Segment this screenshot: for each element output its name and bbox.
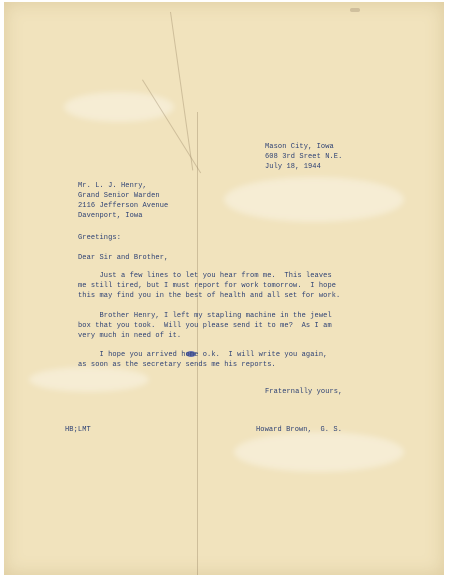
recipient-city: Davenport, Iowa [78, 212, 143, 220]
letter-date: July 18, 1944 [265, 163, 321, 171]
typist-initials: HB;LMT [65, 426, 91, 434]
paragraph-1-line-3: this may find you in the best of health and all set for work. [78, 292, 341, 300]
letter-page [4, 2, 444, 575]
signature: Howard Brown, G. S. [256, 426, 343, 434]
paragraph-2-line-2: box that you took. Will you please send it to me? As I am [78, 322, 332, 330]
fold-line [170, 12, 193, 171]
paragraph-3-line-1: I hope you arrived home o.k. I will write you again, [78, 351, 328, 359]
closing: Fraternally yours, [265, 388, 343, 396]
paragraph-2-line-3: very much in need of it. [78, 332, 182, 340]
salutation: Dear Sir and Brother, [78, 254, 169, 262]
paragraph-1-line-1: Just a few lines to let you hear from me. This leaves [78, 272, 332, 280]
paragraph-1-line-2: me still tired, but I must report for work tomorrow. I hope [78, 282, 337, 290]
paragraph-2-line-1: Brother Henry, I left my stapling machine in the jewel [78, 312, 332, 320]
recipient-name: Mr. L. J. Henry, [78, 182, 147, 190]
recipient-street: 2116 Jefferson Avenue [78, 202, 169, 210]
fold-line [142, 79, 201, 173]
paper-stain [234, 432, 404, 472]
sender-street: 608 3rd Sreet N.E. [265, 153, 343, 161]
paragraph-3-line-2: as soon as the secretary sends me his reports. [78, 361, 276, 369]
corner-mark [350, 8, 360, 12]
recipient-title: Grand Senior Warden [78, 192, 160, 200]
greeting: Greetings: [78, 234, 122, 242]
fold-line [197, 112, 198, 575]
paper-stain [224, 177, 404, 222]
paper-stain [64, 92, 174, 122]
paper-stain [29, 367, 149, 392]
sender-city: Mason City, Iowa [265, 143, 334, 151]
